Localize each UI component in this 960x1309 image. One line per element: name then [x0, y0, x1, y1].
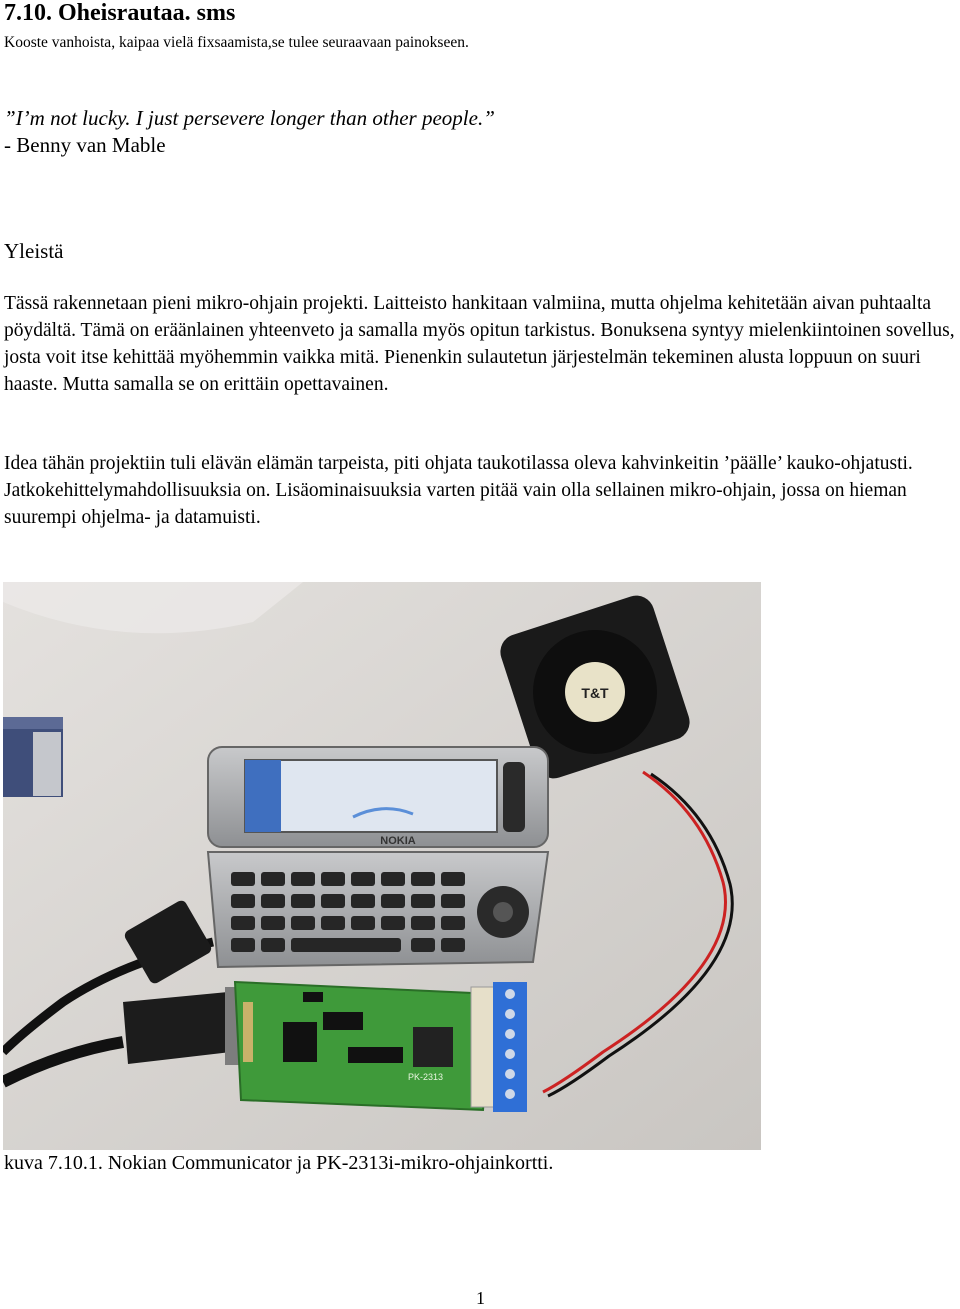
nokia-communicator	[208, 747, 548, 967]
pcb-board	[235, 982, 493, 1110]
quote-text: ”I’m not lucky. I just persevere longer than other people.”	[4, 106, 495, 130]
fan-label: T&T	[581, 685, 609, 701]
paragraph-intro: Tässä rakennetaan pieni mikro-ohjain projekti. Laitteisto hankitaan valmiina, mutta ohjelma kehitetään aivan puhtaalta pöydältä. Tämä on eräänlainen yhteenveto ja samalla myös opitun tarkistus. Bonuksena syntyy mielenkiintoinen sovellus, josta voit itse kehittää myöhemmin vaikka mitä. Pienenkin sulautetun järjestelmän tekeminen alusta loppuun on suuri haaste. Mutta samalla se on erittäin opettavainen.	[4, 293, 955, 395]
paragraph-idea: Idea tähän projektiin tuli elävän elämän tarpeista, piti ohjata taukotilassa oleva kahvinkeitin ’päälle’ kauko-ohjatusti. Jatkokehittelymahdollisuuksia on. Lisäominaisuuksia varten pitää vain olla sellainen mikro-ohjain, jossa on hieman suurempi ohjelma- ja datamuisti.	[4, 453, 913, 528]
document-title: 7.10. Oheisrautaa. sms	[4, 0, 236, 26]
figure-photo	[3, 582, 761, 1150]
phone-brand: NOKIA	[380, 835, 416, 847]
terminal-block	[471, 982, 527, 1112]
figure-caption: kuva 7.10.1. Nokian Communicator ja PK-2313i-mikro-ohjainkortti.	[4, 1152, 554, 1174]
document-subtitle: Kooste vanhoista, kaipaa vielä fixsaamista,se tulee seuraavaan painokseen.	[4, 34, 469, 51]
section-heading: Yleistä	[4, 239, 64, 263]
photo-illustration	[3, 582, 761, 1150]
quote-author: - Benny van Mable	[4, 133, 166, 157]
page-number: 1	[476, 1288, 485, 1308]
board-label: PK-2313	[408, 1072, 444, 1082]
grey-box	[3, 717, 63, 797]
